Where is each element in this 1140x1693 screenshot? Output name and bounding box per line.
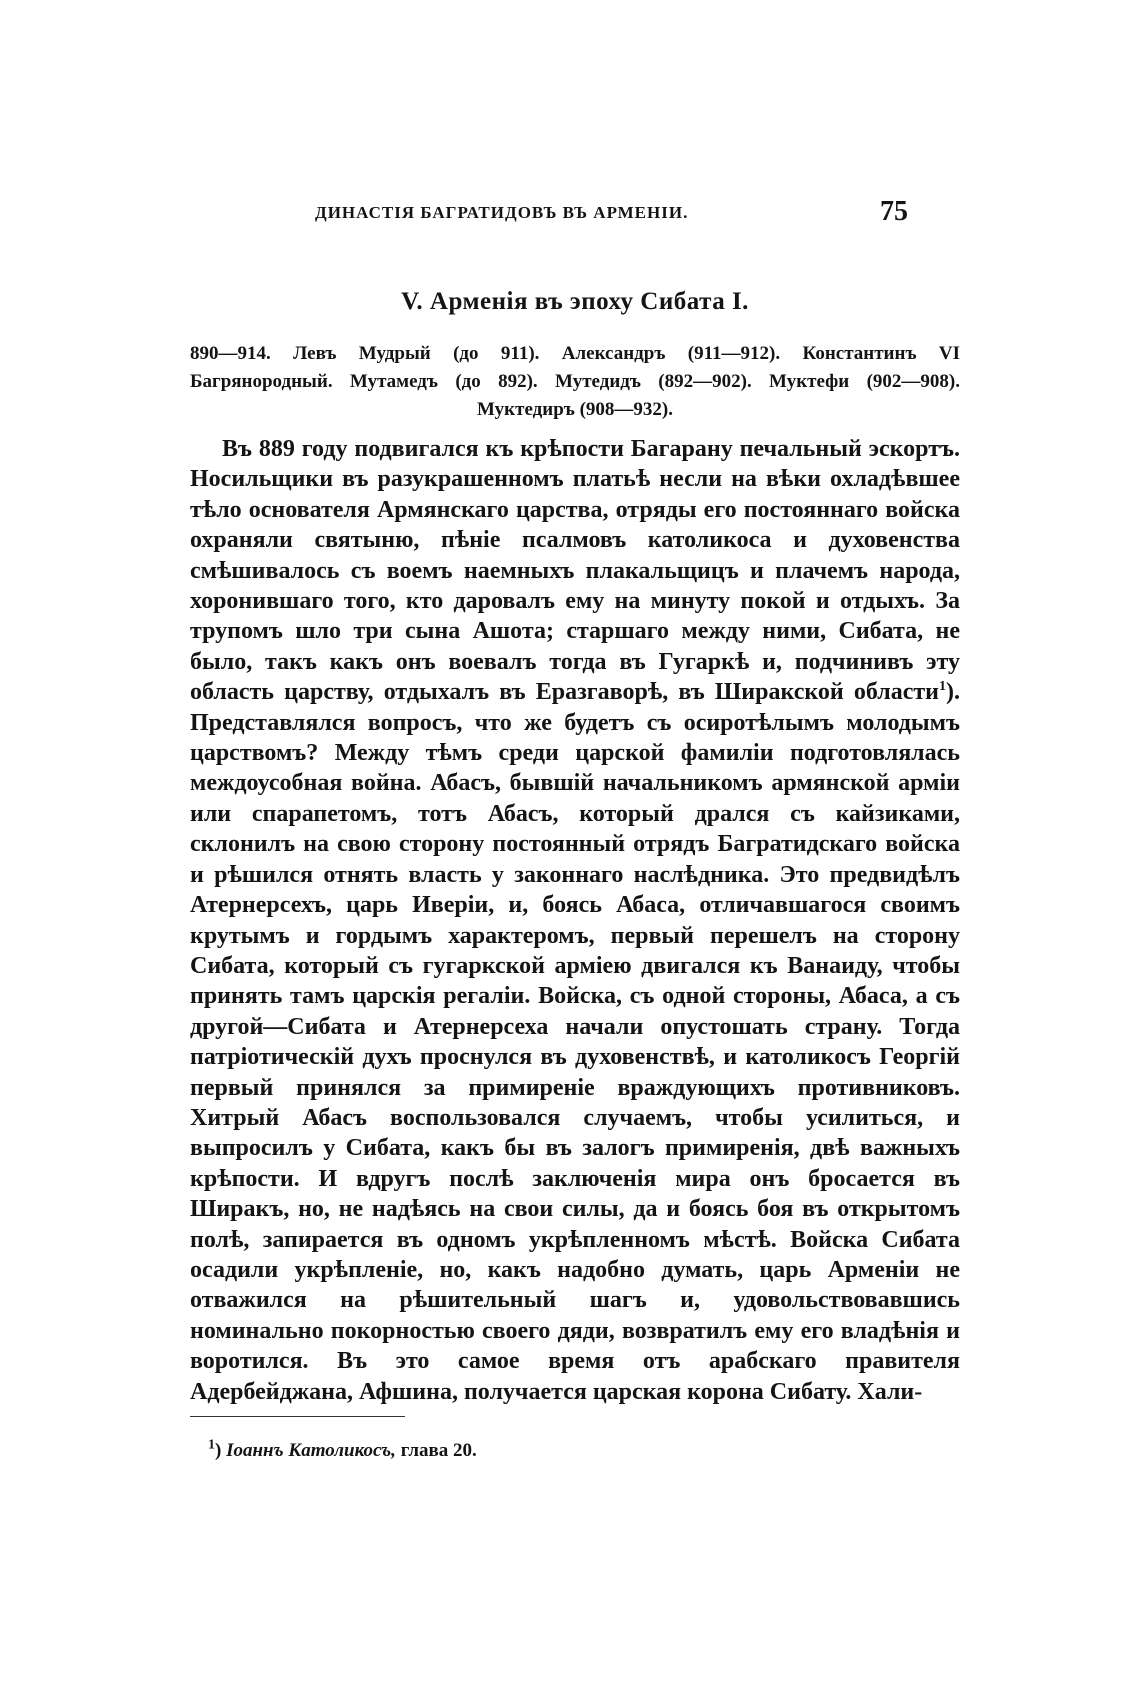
running-title: ДИНАСТІЯ БАГРАТИДОВЪ ВЪ АРМЕНІИ. xyxy=(315,203,689,222)
chapter-title: V. Арменія въ эпоху Сибата I. xyxy=(401,288,749,315)
footnote: $^1$) Іоаннъ Католикосъ, глава 20. xyxy=(208,1437,477,1461)
footnote-text: глава 20. xyxy=(395,1440,477,1461)
body-text-part-1: Въ 889 году подвигался къ крѣпости Багарану печальный эскортъ. Носильщики въ разукрашенномъ платьѣ несли на вѣки охладѣвшее тѣло основателя Армянскаго царства, отряды его постояннаго войска охраняли святыню, пѣніе псалмовъ католикоса и духовенства смѣшивалось съ воемъ наемныхъ плакальщицъ и плачемъ народа, хоронившаго того, кто даровалъ ему на минуту покой и отдыхъ. За трупомъ шло три сына Ашота; старшаго между ними, Сибата, не было, такъ какъ онъ воевалъ тогда въ Гугаркѣ и, подчинивъ эту область царству, отдыхалъ въ Еразгаворѣ, въ Ширакской области xyxy=(190,436,960,706)
footnote-author: Іоаннъ Католикосъ, xyxy=(226,1440,396,1461)
body-text-part-2: ). Представлялся вопросъ, что же будетъ съ осиротѣлымъ молодымъ царствомъ? Между тѣмъ среди царской фамиліи подготовлялась междоусобная война. Абасъ, бывшій начальникомъ армянской арміи или спарапетомъ, тотъ Абасъ, который дрался съ кайзиками, склонилъ на свою сторону постоянный отрядъ Багратидскаго войска и рѣшился отнять власть у законнаго наслѣдника. Это предвидѣлъ Атернерсехъ, царь Иверіи, и, боясь Абаса, отличавшагося своимъ крутымъ и гордымъ характеромъ, первый перешелъ на сторону Сибата, который съ гугаркской арміею двигался къ Ванаиду, чтобы принять тамъ царскія регаліи. Войска, съ одной стороны, Абаса, а съ другой—Сибата и Атернерсеха начали опустошать страну. Тогда патріотическій духъ проснулся въ духовенствѣ, и католикосъ Георгій первый принялся за примиреніе враждующихъ противниковъ. Хитрый Абасъ воспользовался случаемъ, чтобы усилиться, и выпросилъ у Сибата, какъ бы въ залогъ примиренія, двѣ важныхъ крѣпости. И вдругъ послѣ заключенія мира онъ бросается въ Ширакъ, но, не надѣясь на свои силы, да и боясь боя въ открытомъ полѣ, запирается въ одномъ укрѣпленномъ мѣстѣ. Войска Сибата осадили укрѣпленіе, но, какъ надобно думать, царь Арменіи не отважился на рѣшительный шагъ и, удовольствовавшись номинально покорностью своего дяди, возвратилъ ему его владѣнія и воротился. Въ это самое время отъ арабскаго правителя Адербейджана, Афшина, получается царская корона Сибату. Хали- xyxy=(190,679,960,1405)
rulers-list: 890—914. Левъ Мудрый (до 911). Александръ (911—912). Константинъ VI Багрянородный. Мутамедъ (до 892). Мутедидъ (892—902). Муктефи (902—908). Муктедиръ (908—932). xyxy=(190,343,960,420)
footnote-reference: 1 xyxy=(939,679,946,695)
body-paragraph xyxy=(190,434,960,1407)
footnote-marker: 1 xyxy=(208,1437,215,1453)
page-number: 75 xyxy=(880,196,908,227)
footnote-divider xyxy=(190,1416,405,1417)
